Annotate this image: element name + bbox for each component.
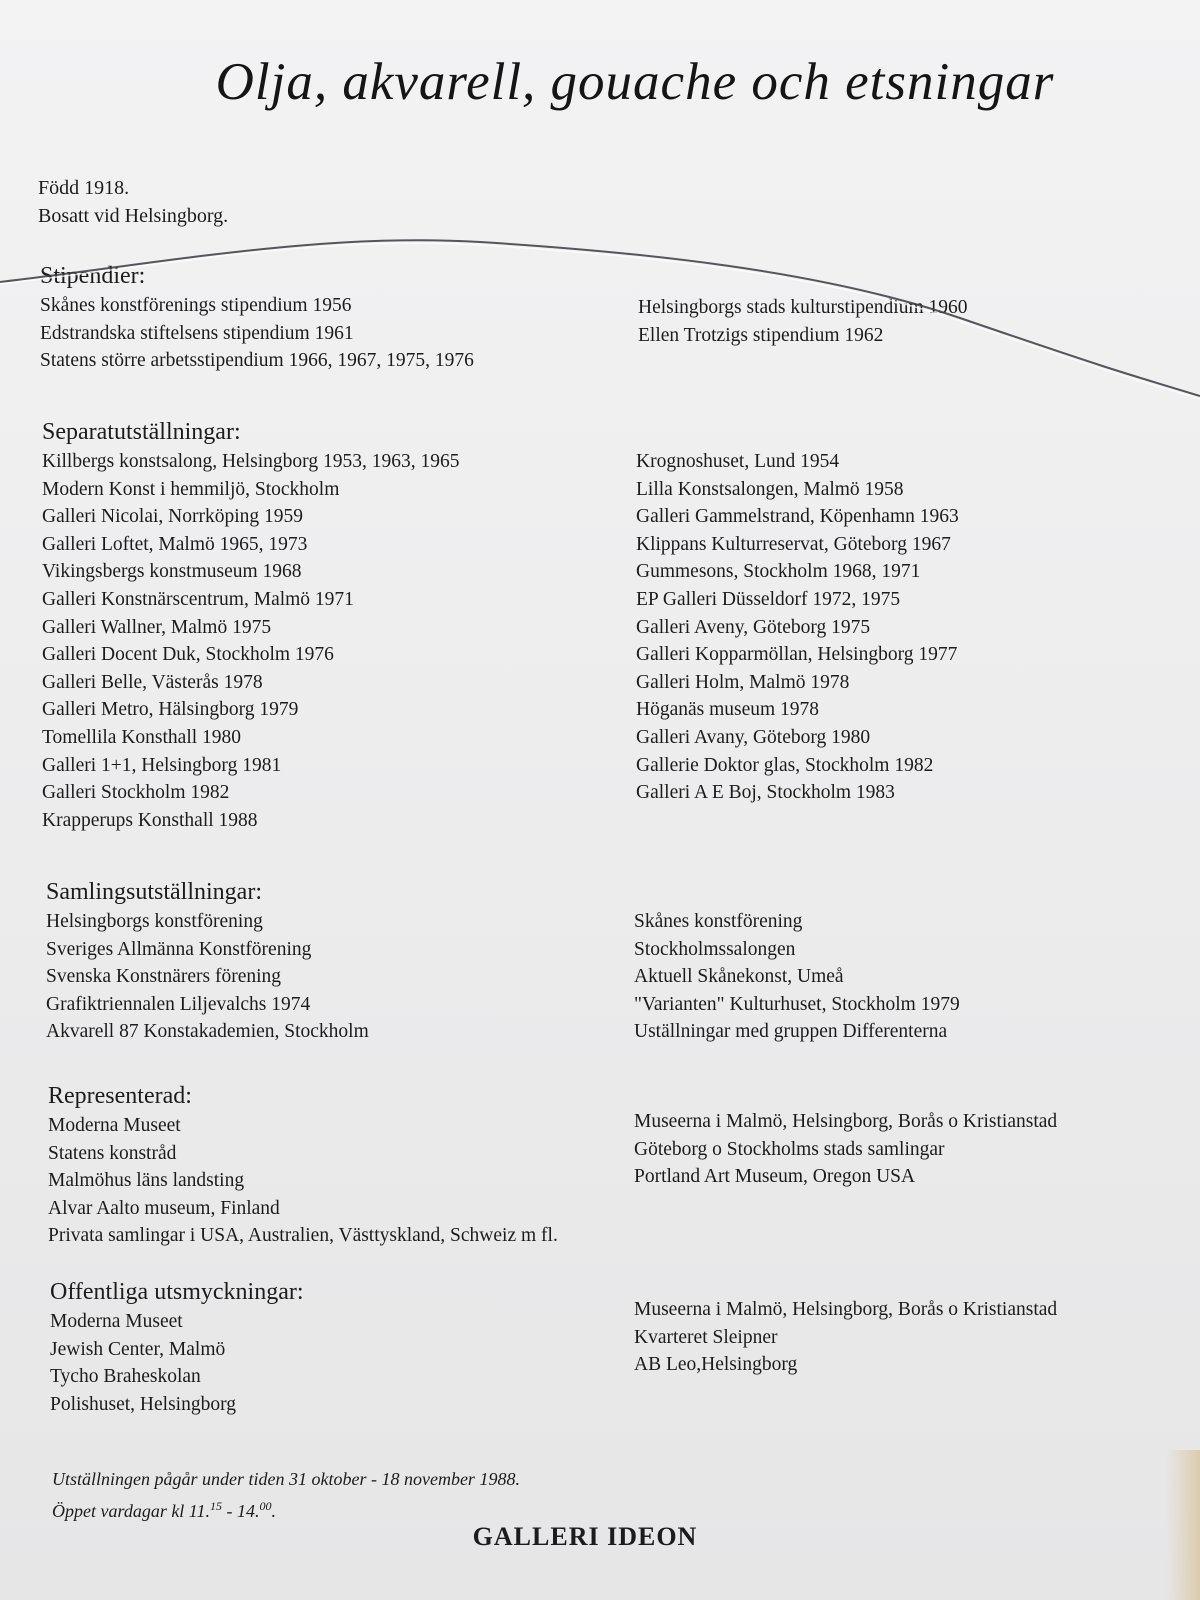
list-item: Alvar Aalto museum, Finland — [48, 1197, 280, 1219]
list-item: Museerna i Malmö, Helsingborg, Borås o Kristianstad — [634, 1111, 1058, 1132]
list-item: Stockholmssalongen — [634, 938, 796, 960]
list-item: Portland Art Museum, Oregon USA — [634, 1166, 916, 1188]
list-item: Galleri Avany, Göteborg 1980 — [636, 726, 871, 748]
section-representerad — [48, 1082, 1188, 1250]
list-item: Privata samlingar i USA, Australien, Västtyskland, Schweiz m fl. — [48, 1225, 558, 1247]
list-item: Galleri Wallner, Malmö 1975 — [42, 616, 272, 638]
list-item: "Varianten" Kulturhuset, Stockholm 1979 — [634, 993, 960, 1015]
offentliga-right — [634, 1296, 1174, 1418]
section-heading: Samlingsutställningar: — [46, 879, 262, 905]
list-item: Statens större arbetsstipendium 1966, 1967, 1975, 1976 — [40, 350, 474, 372]
list-item: Gummesons, Stockholm 1968, 1971 — [636, 561, 921, 583]
section-heading: Offentliga utsmyckningar: — [50, 1279, 304, 1305]
list-item: Galleri Gammelstrand, Köpenhamn 1963 — [636, 506, 959, 528]
paper-stain — [1166, 1450, 1200, 1600]
section-heading: Separatutställningar: — [42, 419, 241, 445]
list-item: Akvarell 87 Konstakademien, Stockholm — [46, 1021, 369, 1043]
list-item: Höganäs museum 1978 — [636, 699, 820, 721]
list-item: Sveriges Allmänna Konstförening — [46, 938, 312, 960]
stipendier-right — [638, 294, 1178, 375]
representerad-left — [48, 1112, 634, 1250]
list-item: Galleri Holm, Malmö 1978 — [636, 671, 850, 693]
section-separatutstallningar — [42, 418, 1182, 834]
list-item: Skånes konstförenings stipendium 1956 — [40, 295, 352, 316]
list-item: Galleri Konstnärscentrum, Malmö 1971 — [42, 588, 354, 610]
list-item: Skånes konstförening — [634, 911, 803, 932]
list-item: Modern Konst i hemmiljö, Stockholm — [42, 478, 340, 500]
list-item: Galleri Belle, Västerås 1978 — [42, 671, 263, 693]
list-item: Moderna Museet — [50, 1311, 183, 1332]
exhibition-period: Utställningen pågår under tiden 31 oktober - 18 november 1988. — [52, 1469, 520, 1489]
list-item: Krapperups Konsthall 1988 — [42, 809, 258, 831]
list-item: Klippans Kulturreservat, Göteborg 1967 — [636, 533, 951, 555]
list-item: Galleri Stockholm 1982 — [42, 782, 230, 804]
offentliga-left — [50, 1308, 634, 1418]
list-item: Galleri 1+1, Helsingborg 1981 — [42, 754, 282, 776]
list-item: Edstrandska stiftelsens stipendium 1961 — [40, 322, 354, 344]
list-item: Krognoshuset, Lund 1954 — [636, 451, 840, 472]
list-item: Moderna Museet — [48, 1115, 181, 1136]
list-item: Aktuell Skånekonst, Umeå — [634, 966, 844, 988]
list-item: Jewish Center, Malmö — [50, 1338, 226, 1360]
list-item: Gallerie Doktor glas, Stockholm 1982 — [636, 754, 934, 776]
list-item: Göteborg o Stockholms stads samlingar — [634, 1138, 945, 1160]
list-item: Helsingborgs konstförening — [46, 911, 263, 932]
list-item: Ellen Trotzigs stipendium 1962 — [638, 324, 884, 346]
samling-right — [634, 908, 1174, 1046]
list-item: Malmöhus läns landsting — [48, 1170, 245, 1192]
opening-hours: Öppet vardagar kl 11.15 - 14.00. — [52, 1499, 276, 1521]
list-item: Grafiktriennalen Liljevalchs 1974 — [46, 993, 311, 1015]
list-item: Tycho Braheskolan — [50, 1366, 201, 1388]
separat-right — [636, 448, 1176, 834]
birth-year: Född 1918. — [38, 177, 130, 199]
list-item: AB Leo,Helsingborg — [634, 1354, 798, 1376]
exhibition-dates — [52, 1466, 520, 1525]
list-item: Uställningar med gruppen Differenterna — [634, 1021, 948, 1043]
section-offentliga-utsmyckningar — [50, 1278, 1190, 1418]
document-title: Olja, akvarell, gouache och etsningar — [215, 53, 1055, 111]
separat-left — [42, 448, 636, 834]
section-heading: Stipendier: — [40, 263, 146, 289]
list-item: Lilla Konstsalongen, Malmö 1958 — [636, 478, 904, 500]
list-item: Svenska Konstnärers förening — [46, 966, 282, 988]
section-samlingsutstallningar — [46, 878, 1186, 1046]
list-item: Galleri Docent Duk, Stockholm 1976 — [42, 644, 334, 666]
list-item: Killbergs konstsalong, Helsingborg 1953, 1963, 1965 — [42, 451, 460, 472]
list-item: Galleri Metro, Hälsingborg 1979 — [42, 699, 299, 721]
list-item: Museerna i Malmö, Helsingborg, Borås o Kristianstad — [634, 1299, 1058, 1320]
list-item: Galleri A E Boj, Stockholm 1983 — [636, 782, 895, 804]
list-item: Galleri Aveny, Göteborg 1975 — [636, 616, 871, 638]
section-heading: Representerad: — [48, 1083, 192, 1109]
section-stipendier — [40, 262, 1180, 375]
list-item: Galleri Kopparmöllan, Helsingborg 1977 — [636, 644, 958, 666]
residence: Bosatt vid Helsingborg. — [38, 205, 229, 227]
list-item: Polishuset, Helsingborg — [50, 1393, 236, 1415]
stipendier-left — [40, 292, 638, 375]
gallery-name: GALLERI IDEON — [472, 1522, 698, 1551]
samling-left — [46, 908, 634, 1046]
list-item: Galleri Loftet, Malmö 1965, 1973 — [42, 533, 308, 555]
list-item: Statens konstråd — [48, 1142, 177, 1164]
representerad-right — [634, 1108, 1174, 1250]
bio-block — [38, 174, 228, 230]
list-item: Tomellila Konsthall 1980 — [42, 726, 242, 748]
list-item: Kvarteret Sleipner — [634, 1326, 778, 1348]
list-item: Helsingborgs stads kulturstipendium 1960 — [638, 297, 968, 318]
list-item: Galleri Nicolai, Norrköping 1959 — [42, 506, 304, 528]
list-item: EP Galleri Düsseldorf 1972, 1975 — [636, 588, 901, 610]
list-item: Vikingsbergs konstmuseum 1968 — [42, 561, 302, 583]
